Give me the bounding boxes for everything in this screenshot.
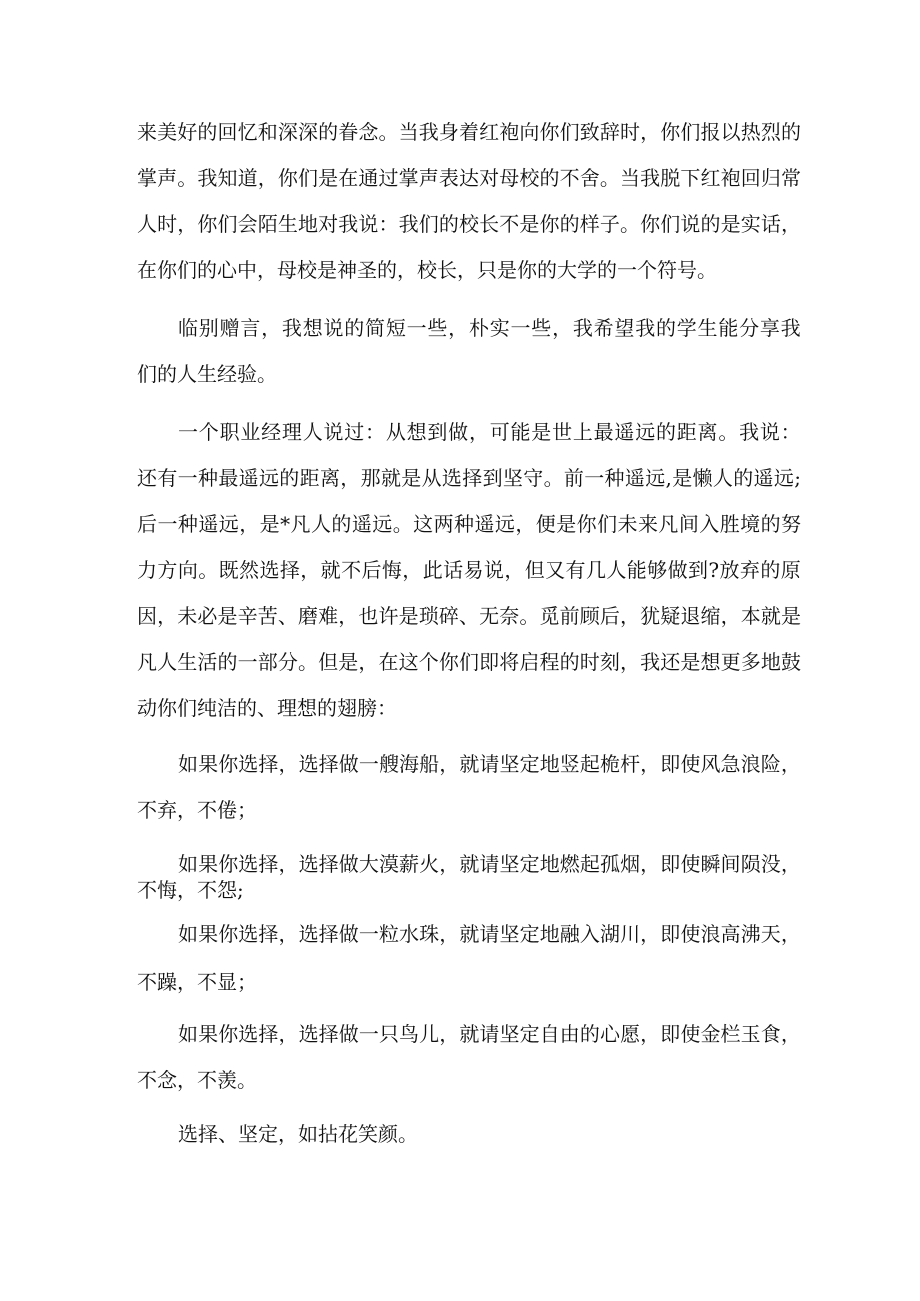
text-line: 不念，不羡。 [137, 1068, 257, 1092]
text-line: 如 果 你 选 择 ， 选 择 做 一 艘 海 船 ， 就 请 坚 定 地 竖 起 桅 杆 ， 即 使 风 急 浪 险 ， [178, 752, 801, 776]
text-line: 们的人生经验。 [137, 362, 277, 386]
text-line: 如 果 你 选 择 ， 选 择 做 大 漠 薪 火 ， 就 请 坚 定 地 燃 起 孤 烟 ， 即 使 瞬 间 陨 没 ， [178, 852, 801, 876]
text-line: 来 美 好 的 回 忆 和 深 深 的 眷 念 。 当 我 身 着 红 袍 向 你 们 致 辞 时 ， 你 们 报 以 热 烈 的 [137, 120, 801, 144]
text-line: 在你们的心中，母校是神圣的，校长，只是你的大学的一个符号。 [137, 258, 717, 282]
text-line: 还 有 一 种 最 遥 远 的 距 离 ， 那 就 是 从 选 择 到 坚 守 。 前 一 种 遥 远 , 是 懒 人 的 遥 远 ; [137, 466, 801, 490]
text-line: 临 别 赠 言 ， 我 想 说 的 简 短 一 些 ， 朴 实 一 些 ， 我 希 望 我 的 学 生 能 分 享 我 [178, 316, 801, 340]
text-line: 不弃，不倦； [137, 798, 257, 822]
text-line: 选择、坚定，如拈花笑颜。 [178, 1122, 418, 1146]
text-line: 后 一 种 遥 远 ， 是 * 凡 人 的 遥 远 。 这 两 种 遥 远 ， 便 是 你 们 未 来 凡 间 入 胜 境 的 努 [137, 512, 801, 536]
text-line: 人 时 ， 你 们 会 陌 生 地 对 我 说 ： 我 们 的 校 长 不 是 你 的 样 子 。 你 们 说 的 是 实 话 ， [137, 212, 801, 236]
text-line: 如 果 你 选 择 ， 选 择 做 一 只 鸟 儿 ， 就 请 坚 定 自 由 的 心 愿 ， 即 使 金 栏 玉 食 ， [178, 1022, 801, 1046]
text-line: 因 ， 未 必 是 辛 苦 、 磨 难 ， 也 许 是 琐 碎 、 无 奈 。 觅 前 顾 后 ， 犹 疑 退 缩 ， 本 就 是 [137, 604, 801, 628]
text-line: 动你们纯洁的、理想的翅膀： [137, 696, 397, 720]
text-line: 一 个 职 业 经 理 人 说 过 ： 从 想 到 做 ， 可 能 是 世 上 最 遥 远 的 距 离 。 我 说 ： [178, 420, 801, 444]
text-line: 不躁，不显； [137, 970, 257, 994]
text-line: 力 方 向 。 既 然 选 择 ， 就 不 后 悔 ， 此 话 易 说 ， 但 又 有 几 人 能 够 做 到 ? 放 弃 的 原 [137, 558, 801, 582]
text-line: 掌 声 。 我 知 道 ， 你 们 是 在 通 过 掌 声 表 达 对 母 校 的 不 舍 。 当 我 脱 下 红 袍 回 归 常 [137, 166, 801, 190]
text-line: 凡 人 生 活 的 一 部 分 。 但 是 ， 在 这 个 你 们 即 将 启 程 的 时 刻 ， 我 还 是 想 更 多 地 鼓 [137, 650, 801, 674]
text-line: 如 果 你 选 择 ， 选 择 做 一 粒 水 珠 ， 就 请 坚 定 地 融 入 湖 川 ， 即 使 浪 高 沸 天 ， [178, 922, 801, 946]
text-line: 不悔，不怨; [137, 878, 244, 902]
